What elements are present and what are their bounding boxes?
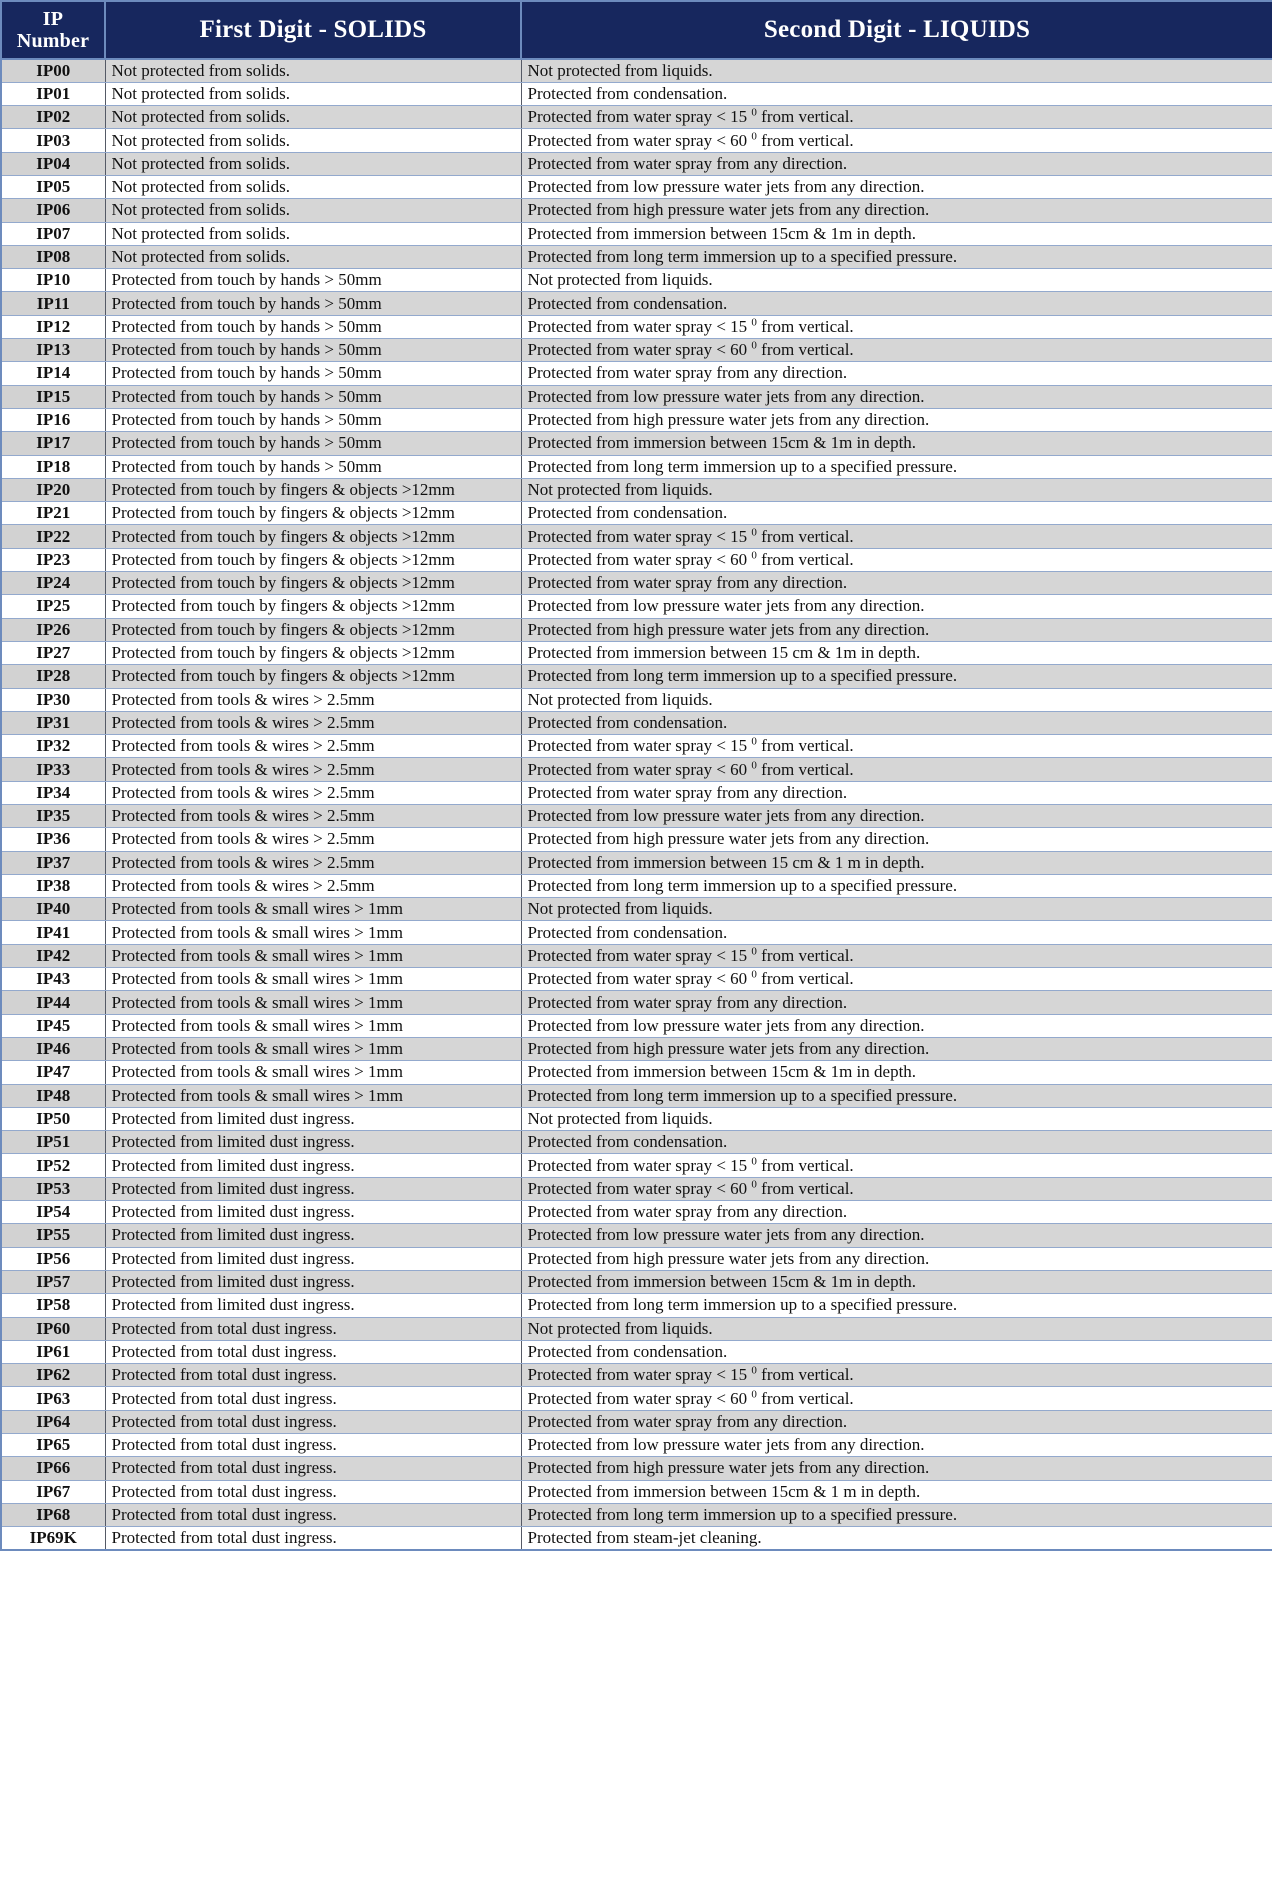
cell-solids-description: Protected from limited dust ingress.: [105, 1131, 521, 1154]
cell-ip-number: IP48: [1, 1084, 105, 1107]
cell-ip-number: IP51: [1, 1131, 105, 1154]
table-row: [1, 1480, 1272, 1503]
cell-solids-description: Not protected from solids.: [105, 199, 521, 222]
cell-ip-number: IP47: [1, 1061, 105, 1084]
table-body: [1, 59, 1272, 1550]
table-row: [1, 1457, 1272, 1480]
cell-ip-number: IP06: [1, 199, 105, 222]
cell-liquids-description: Not protected from liquids.: [521, 1107, 1272, 1130]
cell-liquids-description: Protected from long term immersion up to a specified pressure.: [521, 665, 1272, 688]
cell-ip-number: IP11: [1, 292, 105, 315]
cell-ip-number: IP44: [1, 991, 105, 1014]
cell-ip-number: IP30: [1, 688, 105, 711]
table-row: [1, 595, 1272, 618]
degree-superscript: 0: [751, 1178, 757, 1191]
table-row: [1, 921, 1272, 944]
cell-liquids-description: Protected from condensation.: [521, 1340, 1272, 1363]
cell-liquids-description: Protected from immersion between 15cm & 1m in depth.: [521, 1270, 1272, 1293]
cell-ip-number: IP41: [1, 921, 105, 944]
table-row: [1, 502, 1272, 525]
cell-liquids-description: Protected from long term immersion up to a specified pressure.: [521, 1084, 1272, 1107]
cell-ip-number: IP18: [1, 455, 105, 478]
cell-solids-description: Not protected from solids.: [105, 82, 521, 105]
cell-ip-number: IP68: [1, 1503, 105, 1526]
table-row: [1, 1364, 1272, 1387]
cell-solids-description: Protected from limited dust ingress.: [105, 1177, 521, 1200]
table-row: [1, 1270, 1272, 1293]
cell-ip-number: IP69K: [1, 1527, 105, 1550]
cell-solids-description: Protected from total dust ingress.: [105, 1340, 521, 1363]
cell-ip-number: IP21: [1, 502, 105, 525]
cell-ip-number: IP56: [1, 1247, 105, 1270]
cell-liquids-description: Protected from long term immersion up to a specified pressure.: [521, 245, 1272, 268]
table-row: [1, 944, 1272, 967]
table-row: [1, 688, 1272, 711]
cell-solids-description: Protected from tools & small wires > 1mm: [105, 1084, 521, 1107]
cell-ip-number: IP05: [1, 175, 105, 198]
cell-ip-number: IP02: [1, 106, 105, 129]
degree-superscript: 0: [751, 316, 757, 329]
cell-liquids-description: Protected from low pressure water jets from any direction.: [521, 175, 1272, 198]
degree-superscript: 0: [751, 339, 757, 352]
cell-liquids-description: Protected from condensation.: [521, 82, 1272, 105]
cell-liquids-description: Protected from water spray < 60 $^0$ from vertical.: [521, 129, 1272, 152]
cell-ip-number: IP40: [1, 898, 105, 921]
table-row: [1, 1247, 1272, 1270]
table-row: [1, 1201, 1272, 1224]
table-row: [1, 1410, 1272, 1433]
cell-ip-number: IP61: [1, 1340, 105, 1363]
cell-liquids-description: Protected from high pressure water jets from any direction.: [521, 1457, 1272, 1480]
cell-liquids-description: Protected from long term immersion up to a specified pressure.: [521, 874, 1272, 897]
cell-solids-description: Not protected from solids.: [105, 129, 521, 152]
cell-liquids-description: Not protected from liquids.: [521, 688, 1272, 711]
table-row: [1, 828, 1272, 851]
cell-liquids-description: Protected from water spray from any direction.: [521, 991, 1272, 1014]
cell-ip-number: IP55: [1, 1224, 105, 1247]
cell-liquids-description: Protected from steam-jet cleaning.: [521, 1527, 1272, 1550]
cell-solids-description: Protected from touch by hands > 50mm: [105, 385, 521, 408]
cell-liquids-description: Protected from immersion between 15 cm & 1m in depth.: [521, 641, 1272, 664]
cell-solids-description: Protected from limited dust ingress.: [105, 1270, 521, 1293]
table-row: [1, 1154, 1272, 1177]
degree-superscript: 0: [751, 1364, 757, 1377]
cell-liquids-description: Protected from condensation.: [521, 502, 1272, 525]
cell-liquids-description: Protected from water spray from any direction.: [521, 362, 1272, 385]
cell-ip-number: IP54: [1, 1201, 105, 1224]
cell-ip-number: IP13: [1, 339, 105, 362]
cell-ip-number: IP20: [1, 478, 105, 501]
cell-liquids-description: Protected from water spray < 60 $^0$ from vertical.: [521, 1177, 1272, 1200]
table-row: [1, 1224, 1272, 1247]
cell-liquids-description: Protected from condensation.: [521, 1131, 1272, 1154]
cell-liquids-description: Protected from water spray < 15 $^0$ from vertical.: [521, 1154, 1272, 1177]
cell-liquids-description: Protected from water spray < 15 $^0$ from vertical.: [521, 944, 1272, 967]
column-header-ip-number-line2: Number: [16, 30, 90, 52]
cell-solids-description: Protected from touch by fingers & objects >12mm: [105, 502, 521, 525]
cell-solids-description: Protected from tools & small wires > 1mm: [105, 1037, 521, 1060]
cell-liquids-description: Protected from condensation.: [521, 292, 1272, 315]
cell-ip-number: IP16: [1, 408, 105, 431]
cell-ip-number: IP67: [1, 1480, 105, 1503]
cell-ip-number: IP26: [1, 618, 105, 641]
cell-solids-description: Protected from total dust ingress.: [105, 1387, 521, 1410]
cell-ip-number: IP63: [1, 1387, 105, 1410]
table-row: [1, 1294, 1272, 1317]
cell-solids-description: Protected from touch by fingers & objects >12mm: [105, 665, 521, 688]
cell-solids-description: Protected from touch by hands > 50mm: [105, 292, 521, 315]
cell-solids-description: Protected from total dust ingress.: [105, 1527, 521, 1550]
table-row: [1, 805, 1272, 828]
cell-liquids-description: Protected from immersion between 15cm & 1m in depth.: [521, 432, 1272, 455]
header-row: [1, 1, 1272, 59]
table-row: [1, 199, 1272, 222]
cell-ip-number: IP57: [1, 1270, 105, 1293]
cell-solids-description: Protected from tools & wires > 2.5mm: [105, 758, 521, 781]
degree-superscript: 0: [751, 945, 757, 958]
cell-liquids-description: Protected from water spray from any direction.: [521, 152, 1272, 175]
cell-ip-number: IP53: [1, 1177, 105, 1200]
table-row: [1, 82, 1272, 105]
cell-liquids-description: Protected from water spray < 60 $^0$ from vertical.: [521, 339, 1272, 362]
table-header: [1, 1, 1272, 59]
cell-solids-description: Protected from touch by fingers & objects >12mm: [105, 572, 521, 595]
cell-solids-description: Not protected from solids.: [105, 59, 521, 82]
table-row: [1, 59, 1272, 82]
table-row: [1, 269, 1272, 292]
cell-solids-description: Protected from limited dust ingress.: [105, 1107, 521, 1130]
cell-solids-description: Protected from total dust ingress.: [105, 1457, 521, 1480]
cell-liquids-description: Not protected from liquids.: [521, 59, 1272, 82]
cell-solids-description: Protected from touch by hands > 50mm: [105, 315, 521, 338]
cell-ip-number: IP60: [1, 1317, 105, 1340]
cell-solids-description: Protected from touch by hands > 50mm: [105, 408, 521, 431]
cell-liquids-description: Not protected from liquids.: [521, 1317, 1272, 1340]
cell-liquids-description: Protected from immersion between 15cm & 1 m in depth.: [521, 1480, 1272, 1503]
cell-solids-description: Protected from total dust ingress.: [105, 1364, 521, 1387]
cell-solids-description: Protected from total dust ingress.: [105, 1317, 521, 1340]
degree-superscript: 0: [751, 1154, 757, 1167]
cell-solids-description: Not protected from solids.: [105, 175, 521, 198]
table-row: [1, 1131, 1272, 1154]
cell-solids-description: Protected from touch by fingers & objects >12mm: [105, 548, 521, 571]
table-row: [1, 339, 1272, 362]
cell-ip-number: IP36: [1, 828, 105, 851]
cell-solids-description: Protected from touch by hands > 50mm: [105, 269, 521, 292]
cell-solids-description: Protected from tools & wires > 2.5mm: [105, 874, 521, 897]
table-row: [1, 432, 1272, 455]
cell-solids-description: Protected from limited dust ingress.: [105, 1154, 521, 1177]
cell-ip-number: IP34: [1, 781, 105, 804]
cell-solids-description: Protected from touch by hands > 50mm: [105, 362, 521, 385]
table-row: [1, 991, 1272, 1014]
cell-solids-description: Protected from tools & wires > 2.5mm: [105, 688, 521, 711]
cell-liquids-description: Protected from high pressure water jets from any direction.: [521, 1037, 1272, 1060]
cell-solids-description: Protected from touch by fingers & objects >12mm: [105, 525, 521, 548]
cell-solids-description: Protected from tools & wires > 2.5mm: [105, 805, 521, 828]
cell-liquids-description: Protected from water spray from any direction.: [521, 572, 1272, 595]
cell-liquids-description: Protected from water spray < 15 $^0$ from vertical.: [521, 1364, 1272, 1387]
column-header-ip-number: [1, 1, 105, 59]
cell-liquids-description: Protected from low pressure water jets from any direction.: [521, 1014, 1272, 1037]
cell-solids-description: Protected from limited dust ingress.: [105, 1201, 521, 1224]
cell-ip-number: IP28: [1, 665, 105, 688]
cell-ip-number: IP27: [1, 641, 105, 664]
table-row: [1, 455, 1272, 478]
table-row: [1, 1177, 1272, 1200]
table-row: [1, 525, 1272, 548]
cell-liquids-description: Protected from condensation.: [521, 921, 1272, 944]
cell-ip-number: IP01: [1, 82, 105, 105]
cell-solids-description: Protected from limited dust ingress.: [105, 1247, 521, 1270]
cell-liquids-description: Protected from long term immersion up to a specified pressure.: [521, 1503, 1272, 1526]
table-row: [1, 1061, 1272, 1084]
table-row: [1, 572, 1272, 595]
cell-liquids-description: Protected from low pressure water jets from any direction.: [521, 1224, 1272, 1247]
cell-liquids-description: Protected from high pressure water jets from any direction.: [521, 408, 1272, 431]
degree-superscript: 0: [751, 758, 757, 771]
cell-solids-description: Protected from touch by hands > 50mm: [105, 455, 521, 478]
cell-liquids-description: Protected from water spray < 60 $^0$ from vertical.: [521, 758, 1272, 781]
cell-solids-description: Protected from tools & small wires > 1mm: [105, 968, 521, 991]
table-row: [1, 874, 1272, 897]
cell-ip-number: IP45: [1, 1014, 105, 1037]
cell-solids-description: Protected from tools & small wires > 1mm: [105, 921, 521, 944]
cell-ip-number: IP07: [1, 222, 105, 245]
table-row: [1, 758, 1272, 781]
cell-liquids-description: Protected from high pressure water jets from any direction.: [521, 199, 1272, 222]
cell-liquids-description: Protected from high pressure water jets from any direction.: [521, 828, 1272, 851]
cell-liquids-description: Protected from water spray < 15 $^0$ from vertical.: [521, 525, 1272, 548]
cell-ip-number: IP00: [1, 59, 105, 82]
table-row: [1, 292, 1272, 315]
table-row: [1, 362, 1272, 385]
cell-solids-description: Protected from tools & wires > 2.5mm: [105, 711, 521, 734]
cell-liquids-description: Protected from water spray < 15 $^0$ from vertical.: [521, 735, 1272, 758]
degree-superscript: 0: [751, 968, 757, 981]
cell-solids-description: Protected from tools & small wires > 1mm: [105, 944, 521, 967]
cell-solids-description: Not protected from solids.: [105, 222, 521, 245]
table-row: [1, 1084, 1272, 1107]
cell-solids-description: Not protected from solids.: [105, 152, 521, 175]
cell-solids-description: Protected from tools & wires > 2.5mm: [105, 735, 521, 758]
degree-superscript: 0: [751, 106, 757, 119]
cell-liquids-description: Not protected from liquids.: [521, 898, 1272, 921]
table-row: [1, 175, 1272, 198]
table-row: [1, 968, 1272, 991]
degree-superscript: 0: [751, 735, 757, 748]
cell-ip-number: IP42: [1, 944, 105, 967]
cell-solids-description: Not protected from solids.: [105, 245, 521, 268]
cell-solids-description: Protected from total dust ingress.: [105, 1410, 521, 1433]
cell-solids-description: Protected from limited dust ingress.: [105, 1294, 521, 1317]
cell-ip-number: IP15: [1, 385, 105, 408]
cell-ip-number: IP46: [1, 1037, 105, 1060]
cell-ip-number: IP58: [1, 1294, 105, 1317]
column-header-solids: First Digit - SOLIDS: [105, 1, 521, 59]
cell-liquids-description: Protected from immersion between 15cm & 1m in depth.: [521, 222, 1272, 245]
cell-liquids-description: Protected from high pressure water jets from any direction.: [521, 618, 1272, 641]
cell-solids-description: Not protected from solids.: [105, 106, 521, 129]
table-row: [1, 1387, 1272, 1410]
table-row: [1, 548, 1272, 571]
cell-liquids-description: Protected from immersion between 15 cm & 1 m in depth.: [521, 851, 1272, 874]
cell-liquids-description: Protected from water spray < 60 $^0$ from vertical.: [521, 968, 1272, 991]
cell-solids-description: Protected from tools & wires > 2.5mm: [105, 781, 521, 804]
cell-solids-description: Protected from limited dust ingress.: [105, 1224, 521, 1247]
cell-solids-description: Protected from total dust ingress.: [105, 1434, 521, 1457]
degree-superscript: 0: [751, 549, 757, 562]
cell-ip-number: IP22: [1, 525, 105, 548]
cell-liquids-description: Protected from condensation.: [521, 711, 1272, 734]
table-row: [1, 1014, 1272, 1037]
cell-ip-number: IP37: [1, 851, 105, 874]
cell-liquids-description: Protected from water spray < 60 $^0$ from vertical.: [521, 1387, 1272, 1410]
table-row: [1, 1037, 1272, 1060]
cell-solids-description: Protected from touch by fingers & objects >12mm: [105, 595, 521, 618]
column-header-ip-number-line1: IP: [42, 7, 64, 30]
table-row: [1, 106, 1272, 129]
degree-superscript: 0: [751, 1387, 757, 1400]
cell-solids-description: Protected from touch by hands > 50mm: [105, 432, 521, 455]
cell-ip-number: IP65: [1, 1434, 105, 1457]
cell-ip-number: IP50: [1, 1107, 105, 1130]
table-row: [1, 1107, 1272, 1130]
cell-liquids-description: Protected from water spray from any direction.: [521, 1410, 1272, 1433]
cell-ip-number: IP35: [1, 805, 105, 828]
table-row: [1, 1340, 1272, 1363]
table-row: [1, 1317, 1272, 1340]
table-row: [1, 711, 1272, 734]
cell-solids-description: Protected from tools & wires > 2.5mm: [105, 828, 521, 851]
cell-ip-number: IP64: [1, 1410, 105, 1433]
cell-liquids-description: Protected from low pressure water jets from any direction.: [521, 595, 1272, 618]
cell-liquids-description: Protected from water spray < 60 $^0$ from vertical.: [521, 548, 1272, 571]
cell-ip-number: IP38: [1, 874, 105, 897]
table-row: [1, 618, 1272, 641]
cell-liquids-description: Protected from long term immersion up to a specified pressure.: [521, 455, 1272, 478]
cell-solids-description: Protected from touch by fingers & objects >12mm: [105, 641, 521, 664]
table-row: [1, 1503, 1272, 1526]
cell-liquids-description: Protected from water spray < 15 $^0$ from vertical.: [521, 106, 1272, 129]
cell-ip-number: IP66: [1, 1457, 105, 1480]
cell-solids-description: Protected from tools & wires > 2.5mm: [105, 851, 521, 874]
cell-solids-description: Protected from touch by fingers & objects >12mm: [105, 478, 521, 501]
table-row: [1, 245, 1272, 268]
table-row: [1, 152, 1272, 175]
cell-ip-number: IP17: [1, 432, 105, 455]
cell-ip-number: IP14: [1, 362, 105, 385]
cell-solids-description: Protected from tools & small wires > 1mm: [105, 898, 521, 921]
cell-ip-number: IP52: [1, 1154, 105, 1177]
cell-solids-description: Protected from total dust ingress.: [105, 1480, 521, 1503]
table-row: [1, 408, 1272, 431]
table-row: [1, 851, 1272, 874]
degree-superscript: 0: [751, 525, 757, 538]
cell-ip-number: IP32: [1, 735, 105, 758]
cell-solids-description: Protected from touch by fingers & objects >12mm: [105, 618, 521, 641]
cell-ip-number: IP62: [1, 1364, 105, 1387]
cell-ip-number: IP31: [1, 711, 105, 734]
cell-liquids-description: Not protected from liquids.: [521, 478, 1272, 501]
column-header-liquids: Second Digit - LIQUIDS: [521, 1, 1272, 59]
table-row: [1, 1527, 1272, 1550]
cell-liquids-description: Protected from low pressure water jets from any direction.: [521, 1434, 1272, 1457]
cell-ip-number: IP23: [1, 548, 105, 571]
cell-solids-description: Protected from tools & small wires > 1mm: [105, 991, 521, 1014]
table-row: [1, 385, 1272, 408]
table-row: [1, 665, 1272, 688]
cell-liquids-description: Protected from water spray < 15 $^0$ from vertical.: [521, 315, 1272, 338]
cell-solids-description: Protected from tools & small wires > 1mm: [105, 1061, 521, 1084]
cell-ip-number: IP10: [1, 269, 105, 292]
table-row: [1, 781, 1272, 804]
table-row: [1, 315, 1272, 338]
cell-ip-number: IP25: [1, 595, 105, 618]
cell-solids-description: Protected from touch by hands > 50mm: [105, 339, 521, 362]
cell-solids-description: Protected from tools & small wires > 1mm: [105, 1014, 521, 1037]
table-row: [1, 222, 1272, 245]
cell-ip-number: IP03: [1, 129, 105, 152]
table-row: [1, 735, 1272, 758]
table-row: [1, 898, 1272, 921]
cell-liquids-description: Protected from long term immersion up to a specified pressure.: [521, 1294, 1272, 1317]
cell-liquids-description: Protected from water spray from any direction.: [521, 781, 1272, 804]
degree-superscript: 0: [751, 129, 757, 142]
table-row: [1, 1434, 1272, 1457]
cell-ip-number: IP12: [1, 315, 105, 338]
cell-ip-number: IP43: [1, 968, 105, 991]
cell-ip-number: IP08: [1, 245, 105, 268]
cell-ip-number: IP24: [1, 572, 105, 595]
table-row: [1, 641, 1272, 664]
cell-liquids-description: Protected from low pressure water jets from any direction.: [521, 385, 1272, 408]
table-row: [1, 478, 1272, 501]
cell-ip-number: IP33: [1, 758, 105, 781]
table-row: [1, 129, 1272, 152]
cell-ip-number: IP04: [1, 152, 105, 175]
cell-liquids-description: Protected from low pressure water jets from any direction.: [521, 805, 1272, 828]
cell-liquids-description: Protected from high pressure water jets from any direction.: [521, 1247, 1272, 1270]
cell-liquids-description: Not protected from liquids.: [521, 269, 1272, 292]
cell-liquids-description: Protected from water spray from any direction.: [521, 1201, 1272, 1224]
cell-liquids-description: Protected from immersion between 15cm & 1m in depth.: [521, 1061, 1272, 1084]
cell-solids-description: Protected from total dust ingress.: [105, 1503, 521, 1526]
